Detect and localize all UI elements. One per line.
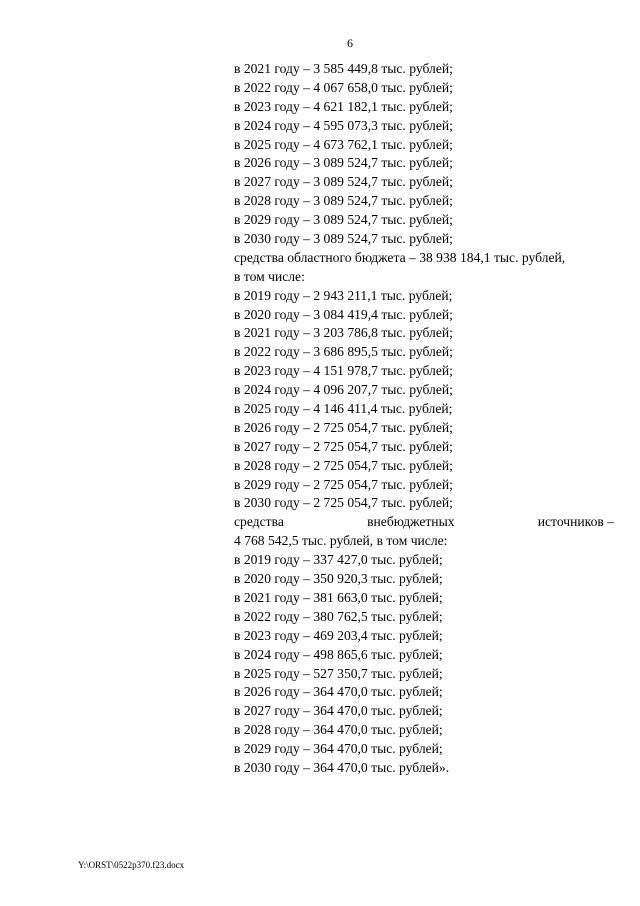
list-item: в 2021 году – 381 663,0 тыс. рублей; [234,589,443,605]
list-item: в 2029 году – 3 089 524,7 тыс. рублей; [234,212,453,228]
regional-budget-years-list [234,287,614,514]
list-item: в 2023 году – 4 621 182,1 тыс. рублей; [234,98,453,114]
list-item: в 2021 году – 3 203 786,8 тыс. рублей; [234,325,453,341]
list-item: в 2022 году – 3 686 895,5 тыс. рублей; [234,344,453,360]
list-item: в 2023 году – 4 151 978,7 тыс. рублей; [234,363,453,379]
list-item: в 2026 году – 364 470,0 тыс. рублей; [234,684,443,700]
list-item: в 2025 году – 527 350,7 тыс. рублей; [234,665,443,681]
document-body [234,60,614,778]
list-item: в 2024 году – 498 865,6 тыс. рублей; [234,646,443,662]
page-number: 6 [347,36,353,50]
extrabudget-heading-word: источников – [537,514,614,530]
extrabudget-heading [234,513,614,532]
list-item: в 2029 году – 364 470,0 тыс. рублей; [234,741,443,757]
list-item: в 2030 году – 2 725 054,7 тыс. рублей; [234,495,453,511]
federal-budget-years-list [234,60,614,249]
list-item: в 2019 году – 2 943 211,1 тыс. рублей; [234,287,453,303]
extrabudget-heading-word: средства [234,514,284,530]
list-item: в 2021 году – 3 585 449,8 тыс. рублей; [234,61,453,76]
list-item: в 2022 году – 4 067 658,0 тыс. рублей; [234,79,453,95]
regional-budget-subheading: в том числе: [234,268,305,284]
list-item: в 2026 году – 3 089 524,7 тыс. рублей; [234,155,453,171]
list-item: в 2028 году – 3 089 524,7 тыс. рублей; [234,193,453,209]
list-item: в 2024 году – 4 595 073,3 тыс. рублей; [234,117,453,133]
list-item: в 2030 году – 3 089 524,7 тыс. рублей; [234,231,453,247]
regional-budget-heading: средства областного бюджета – 38 938 184,1 тыс. рублей, [234,249,566,265]
list-item: в 2023 году – 469 203,4 тыс. рублей; [234,627,443,643]
list-item: в 2027 году – 3 089 524,7 тыс. рублей; [234,174,453,190]
list-item: в 2028 году – 2 725 054,7 тыс. рублей; [234,457,453,473]
list-item: в 2028 году – 364 470,0 тыс. рублей; [234,722,443,738]
list-item: в 2029 году – 2 725 054,7 тыс. рублей; [234,476,453,492]
list-item: в 2022 году – 380 762,5 тыс. рублей; [234,608,443,624]
list-item: в 2024 году – 4 096 207,7 тыс. рублей; [234,382,453,398]
list-item: в 2020 году – 3 084 419,4 тыс. рублей; [234,306,453,322]
list-item: в 2020 году – 350 920,3 тыс. рублей; [234,571,443,587]
list-item: в 2027 году – 364 470,0 тыс. рублей; [234,703,443,719]
extrabudget-subheading: 4 768 542,5 тыс. рублей, в том числе: [234,533,448,549]
extrabudget-heading-word: внебюджетных [367,514,455,530]
footer-file-path: Y:\ORST\0522p370.f23.docx [78,860,185,870]
list-item: в 2030 году – 364 470,0 тыс. рублей». [234,759,450,775]
list-item: в 2025 году – 4 673 762,1 тыс. рублей; [234,136,453,152]
extrabudget-years-list [234,551,614,778]
list-item: в 2026 году – 2 725 054,7 тыс. рублей; [234,419,453,435]
list-item: в 2019 году – 337 427,0 тыс. рублей; [234,552,443,568]
list-item: в 2025 году – 4 146 411,4 тыс. рублей; [234,401,453,417]
list-item: в 2027 году – 2 725 054,7 тыс. рублей; [234,438,453,454]
